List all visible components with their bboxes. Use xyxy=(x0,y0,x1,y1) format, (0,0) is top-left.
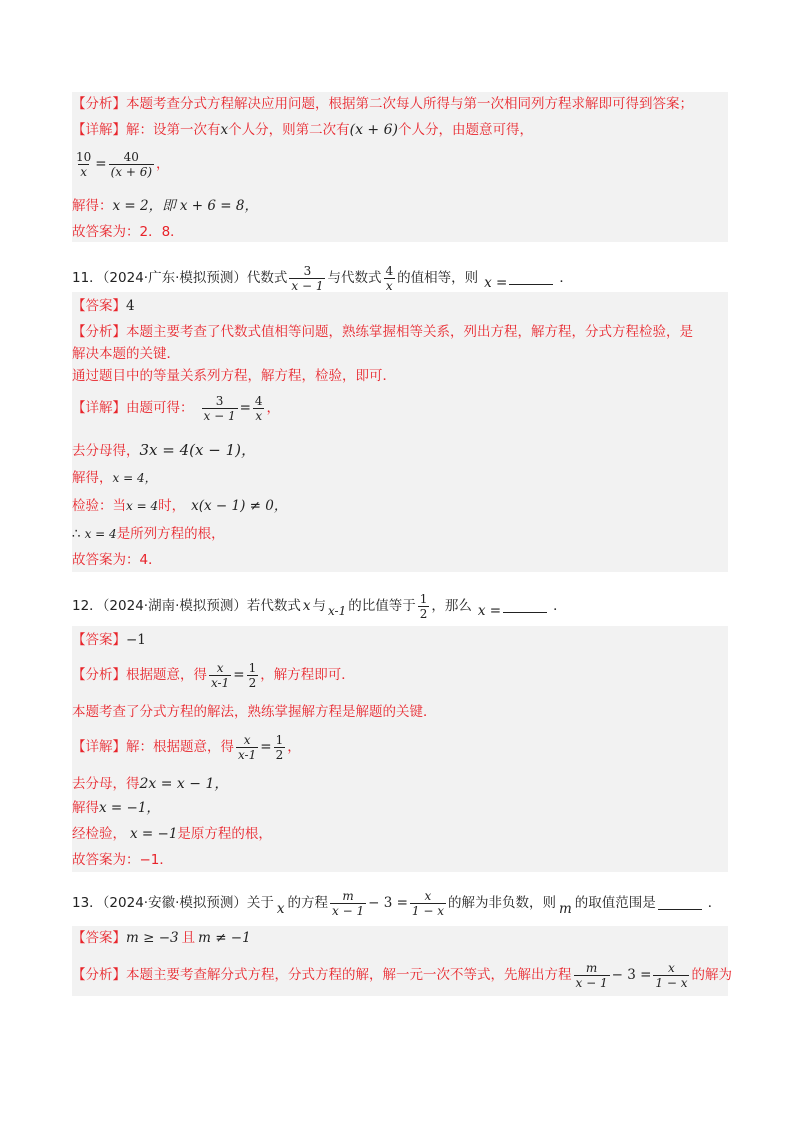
analysis-tag: 【分析】 xyxy=(72,667,126,683)
step-expr: 3x = 4(x − 1)， xyxy=(139,441,256,459)
detail-line: 【详解】 由题可得： $\frac{3}{x - 1}$ = $\frac{4}{x}$ ， xyxy=(72,393,281,423)
question-end: ． xyxy=(553,598,567,614)
analysis-tag: 【分析】 xyxy=(72,324,126,340)
check-line xyxy=(72,824,272,844)
step-label: 解得 xyxy=(72,800,99,816)
question-text: ，那么 xyxy=(431,598,472,614)
step-line xyxy=(72,798,160,818)
step-label: 解得， xyxy=(72,470,113,486)
step-expr: x = 4 xyxy=(126,499,159,513)
detail-tag: 【详解】 xyxy=(72,122,126,138)
answer-blank[interactable] xyxy=(658,897,702,910)
answer-line: 故答案为：4． xyxy=(72,552,162,568)
answer-blank[interactable] xyxy=(503,600,547,613)
solution-block-10 xyxy=(72,92,728,242)
answer-value: m ≠ −1 xyxy=(198,930,251,946)
analysis-text: 的解为 xyxy=(691,967,732,983)
step-expr: 2x = x − 1， xyxy=(139,776,229,792)
analysis-line xyxy=(72,94,693,114)
math-var: x xyxy=(276,901,285,917)
step-label: 经检验， xyxy=(72,826,126,842)
math-var: x xyxy=(302,598,311,614)
answer-var: x = xyxy=(484,275,508,291)
step-expr: x(x − 1) ≠ 0， xyxy=(191,498,288,514)
fraction: $\frac{10}{x}$ xyxy=(76,149,92,179)
math-expr: (x + 6) xyxy=(349,122,398,138)
step-expr: x = 4， xyxy=(112,471,157,485)
answer-tag: 【答案】 xyxy=(72,632,126,648)
question-text: 与 xyxy=(312,598,326,614)
answer-tag-line xyxy=(72,630,146,650)
detail-text: 由题可得： xyxy=(126,400,194,416)
detail-tag: 【详解】 xyxy=(72,400,126,416)
fraction: $\frac{x}{x-1}$ xyxy=(238,732,257,762)
detail-text: 解：根据题意，得 xyxy=(126,739,234,755)
math-var: x xyxy=(220,122,229,138)
fraction: $\frac{1}{2}$ xyxy=(419,591,428,621)
step-label: 时， xyxy=(158,498,186,514)
answer-blank[interactable] xyxy=(509,272,553,285)
fraction: $\frac{x}{1 - x}$ xyxy=(411,888,444,918)
analysis-tag: 【分析】 xyxy=(72,967,126,983)
question-end: ． xyxy=(707,895,722,911)
analysis-text: 解决本题的关键． xyxy=(72,346,180,362)
question-text: 的取值范围是 xyxy=(574,895,656,911)
math-var: x-1 xyxy=(328,604,347,618)
question-text: 的解为非负数，则 xyxy=(447,895,556,911)
analysis-line xyxy=(72,322,693,342)
math-var: m xyxy=(558,901,572,917)
answer-value: 4 xyxy=(126,298,135,314)
question-end: ． xyxy=(559,270,573,286)
question-text: 的比值等于 xyxy=(348,598,416,614)
answer-value: −1 xyxy=(126,632,146,648)
fraction: $\frac{40}{(x + 6)}$ xyxy=(110,149,153,179)
question-label: 13．（2024·安徽·模拟预测）关于 xyxy=(72,895,274,911)
step-label: 去分母得， xyxy=(72,443,140,459)
analysis-text: 本题主要考查了代数式值相等问题，熟练掌握相等关系，列出方程，解方程，分式方程检验，是 xyxy=(126,324,693,340)
detail-text: 个人分，由题意可得， xyxy=(397,122,533,138)
analysis-text: 本题考查了分式方程的解法，熟练掌握解方程是解题的关键． xyxy=(72,704,437,720)
answer-value: m ≥ −3 xyxy=(126,930,179,946)
detail-text: 解：设第一次有 xyxy=(126,122,221,138)
check-line xyxy=(72,496,287,516)
step-line xyxy=(72,774,228,794)
step-expr: x = 4 xyxy=(84,527,117,541)
fraction: $\frac{1}{2}$ xyxy=(275,732,284,762)
analysis-text: 通过题目中的等量关系列方程，解方程，检验，即可． xyxy=(72,368,396,384)
fraction: $\frac{m}{x - 1}$ xyxy=(332,888,365,918)
analysis-line: 【分析】 根据题意，得 $\frac{x}{x-1}$ = $\frac{1}{2}$ ，解方程即可． xyxy=(72,660,355,690)
answer-and: 且 xyxy=(181,930,196,946)
equation-line: $\frac{10}{x}$ = $\frac{40}{(x + 6)}$ ， xyxy=(76,149,170,179)
solution-block-11 xyxy=(72,292,728,572)
fraction: $\frac{1}{2}$ xyxy=(248,660,257,690)
detail-tag: 【详解】 xyxy=(72,739,126,755)
step-label: 检验：当 xyxy=(72,498,126,514)
step-line xyxy=(72,440,256,461)
fraction: $\frac{x}{1 - x}$ xyxy=(655,960,688,990)
fraction: $\frac{x}{x-1}$ xyxy=(211,660,230,690)
analysis-text: ，解方程即可． xyxy=(260,667,355,683)
fraction: $\frac{3}{x - 1}$ xyxy=(291,263,324,293)
question-label: 11．（2024·广东·模拟预测）代数式 xyxy=(72,270,288,286)
question-text: 的方程 xyxy=(287,895,328,911)
question-11 xyxy=(72,262,573,294)
question-13 xyxy=(72,886,721,920)
answer-line: 故答案为：−1． xyxy=(72,852,173,868)
answer-var: x = xyxy=(477,603,502,619)
solve-expr: x = 2，即 x + 6 = 8， xyxy=(112,198,258,214)
question-text: 的值相等，则 xyxy=(397,270,479,286)
fraction: $\frac{m}{x - 1}$ xyxy=(575,960,608,990)
step-expr: x = −1， xyxy=(99,800,160,816)
detail-line: 【详解】 解：根据题意，得 $\frac{x}{x-1}$ = $\frac{1}{2}$ ， xyxy=(72,732,301,762)
step-label: 去分母，得 xyxy=(72,776,140,792)
step-text: 是原方程的根， xyxy=(177,826,272,842)
detail-text: 个人分，则第二次有 xyxy=(228,122,350,138)
solution-block-13 xyxy=(72,926,732,996)
question-text: 与代数式 xyxy=(327,270,382,286)
math-expr: − 3 = xyxy=(368,895,408,911)
fraction: $\frac{3}{x - 1}$ xyxy=(203,393,236,423)
analysis-text: 本题考查分式方程解决应用问题，根据第二次每人所得与第一次相同列方程求解即可得到答案； xyxy=(126,96,693,112)
detail-line xyxy=(72,120,533,140)
solve-label: 解得： xyxy=(72,198,113,214)
answer-tag: 【答案】 xyxy=(72,930,126,946)
step-line xyxy=(72,468,157,488)
step-expr: x = −1 xyxy=(130,826,178,842)
question-12 xyxy=(72,590,567,622)
root-line xyxy=(72,524,225,544)
answer-line: 故答案为：2．8． xyxy=(72,224,184,240)
answer-tag-line xyxy=(72,928,251,948)
answer-tag-line xyxy=(72,296,135,316)
solution-block-12 xyxy=(72,626,728,872)
step-text: 是所列方程的根， xyxy=(116,526,225,542)
therefore-symbol: ∴ xyxy=(72,526,81,542)
fraction: $\frac{4}{x}$ xyxy=(254,393,263,423)
analysis-text: 根据题意，得 xyxy=(126,667,207,683)
analysis-tag: 【分析】 xyxy=(72,96,126,112)
analysis-text: 本题主要考查解分式方程，分式方程的解，解一元一次不等式，先解出方程 xyxy=(126,967,572,983)
analysis-line: 【分析】 本题主要考查解分式方程，分式方程的解，解一元一次不等式，先解出方程 $\frac{m}{x - 1}$ − 3 = $\frac{x}{1 - x}$ 的解为 xyxy=(72,960,732,990)
solve-line xyxy=(72,196,258,216)
answer-tag: 【答案】 xyxy=(72,298,126,314)
fraction: $\frac{4}{x}$ xyxy=(385,263,394,293)
question-label: 12．（2024·湖南·模拟预测）若代数式 xyxy=(72,598,301,614)
